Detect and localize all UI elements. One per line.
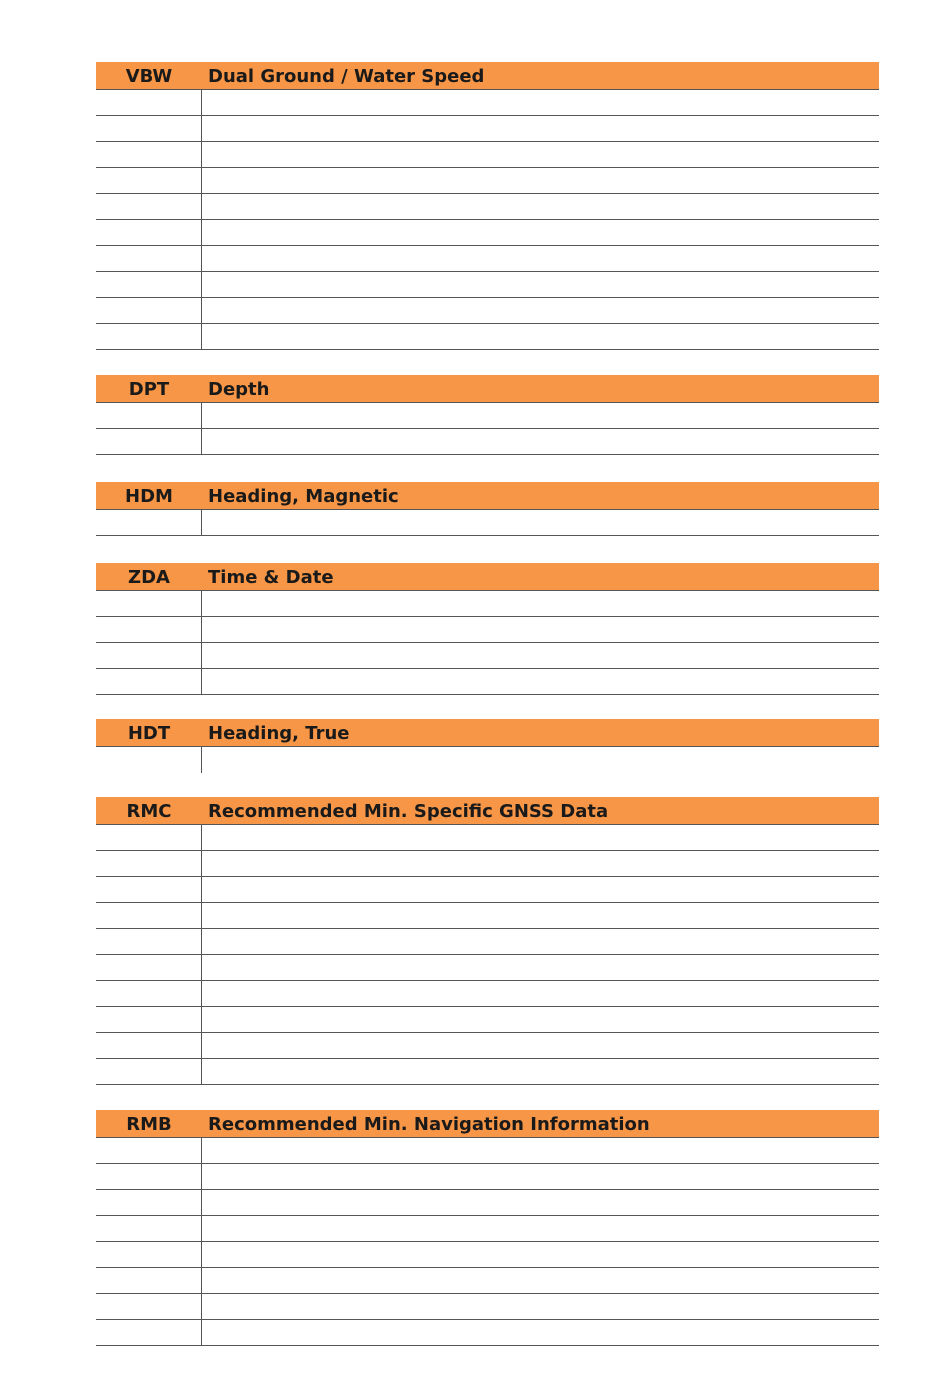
table-row [96, 643, 879, 669]
table-cell-field [96, 591, 202, 616]
table-rmc [96, 797, 879, 1085]
table-row [96, 116, 879, 142]
table-row [96, 90, 879, 116]
table-row [96, 403, 879, 429]
table-row [96, 298, 879, 324]
table-row [96, 168, 879, 194]
table-cell-field [96, 825, 202, 850]
table-row [96, 1294, 879, 1320]
table-cell-description [202, 955, 879, 980]
table-body [96, 1138, 879, 1346]
table-cell-description [202, 142, 879, 167]
table-row [96, 194, 879, 220]
table-row [96, 1033, 879, 1059]
table-cell-description [202, 1138, 879, 1163]
table-row [96, 877, 879, 903]
table-cell-field [96, 1007, 202, 1032]
table-body [96, 510, 879, 536]
table-cell-description [202, 877, 879, 902]
table-header [96, 797, 879, 825]
table-cell-field [96, 142, 202, 167]
table-cell-description [202, 194, 879, 219]
table-cell-description [202, 1216, 879, 1241]
table-body [96, 591, 879, 695]
table-header [96, 482, 879, 510]
table-cell-field [96, 1268, 202, 1293]
table-row [96, 1007, 879, 1033]
table-cell-description [202, 1164, 879, 1189]
table-cell-description [202, 643, 879, 668]
table-cell-field [96, 929, 202, 954]
table-cell-field [96, 877, 202, 902]
sentence-code: RMB [126, 1114, 172, 1135]
table-cell-field [96, 617, 202, 642]
sentence-code: ZDA [128, 567, 170, 588]
sentence-code: RMC [126, 801, 172, 822]
table-cell-description [202, 617, 879, 642]
table-row [96, 1138, 879, 1164]
table-cell-description [202, 510, 879, 535]
sentence-code: VBW [125, 66, 173, 87]
table-row [96, 1190, 879, 1216]
table-cell-description [202, 246, 879, 271]
table-cell-description [202, 591, 879, 616]
sentence-title: Heading, Magnetic [208, 486, 399, 507]
table-rmb [96, 1110, 879, 1346]
table-cell-description [202, 429, 879, 454]
table-cell-description [202, 1320, 879, 1345]
table-cell-field [96, 903, 202, 928]
table-cell-field [96, 669, 202, 694]
table-cell-field [96, 324, 202, 349]
table-cell-field [96, 246, 202, 271]
sentence-title: Dual Ground / Water Speed [208, 66, 485, 87]
sentence-code: HDM [125, 486, 173, 507]
table-row [96, 981, 879, 1007]
table-body [96, 403, 879, 455]
sentence-code: HDT [127, 723, 171, 744]
table-cell-description [202, 272, 879, 297]
table-row [96, 1268, 879, 1294]
table-row [96, 1216, 879, 1242]
table-cell-field [96, 1059, 202, 1084]
table-cell-field [96, 1190, 202, 1215]
table-cell-description [202, 825, 879, 850]
table-cell-description [202, 929, 879, 954]
table-hdm [96, 482, 879, 536]
table-cell-field [96, 403, 202, 428]
table-cell-field [96, 116, 202, 141]
table-cell-description [202, 1033, 879, 1058]
table-row [96, 429, 879, 455]
table-cell-field [96, 981, 202, 1006]
table-row [96, 617, 879, 643]
table-row [96, 324, 879, 350]
table-cell-field [96, 955, 202, 980]
table-header [96, 719, 879, 747]
table-cell-description [202, 324, 879, 349]
table-cell-field [96, 1164, 202, 1189]
table-cell-field [96, 429, 202, 454]
table-cell-field [96, 1216, 202, 1241]
table-cell-description [202, 168, 879, 193]
table-header [96, 375, 879, 403]
table-row [96, 510, 879, 536]
table-cell-field [96, 298, 202, 323]
table-cell-description [202, 981, 879, 1006]
table-cell-description [202, 669, 879, 694]
table-row [96, 272, 879, 298]
table-dpt [96, 375, 879, 455]
sentence-title: Recommended Min. Specific GNSS Data [208, 801, 609, 822]
table-zda [96, 563, 879, 695]
table-row [96, 220, 879, 246]
table-header [96, 563, 879, 591]
table-cell-field [96, 1294, 202, 1319]
table-row [96, 669, 879, 695]
table-row [96, 1059, 879, 1085]
table-cell-description [202, 1268, 879, 1293]
table-body [96, 747, 879, 773]
table-row [96, 1320, 879, 1346]
table-cell-field [96, 90, 202, 115]
table-cell-description [202, 1190, 879, 1215]
table-cell-description [202, 851, 879, 876]
table-cell-field [96, 1138, 202, 1163]
table-row [96, 142, 879, 168]
table-cell-description [202, 1294, 879, 1319]
table-row [96, 851, 879, 877]
table-cell-description [202, 747, 879, 773]
table-vbw [96, 62, 879, 350]
sentence-code: DPT [128, 379, 170, 400]
table-row [96, 747, 879, 773]
table-row [96, 246, 879, 272]
table-header [96, 1110, 879, 1138]
table-row [96, 591, 879, 617]
sentence-title: Recommended Min. Navigation Information [208, 1114, 650, 1135]
table-cell-description [202, 298, 879, 323]
table-cell-field [96, 194, 202, 219]
table-row [96, 1242, 879, 1268]
table-row [96, 929, 879, 955]
table-hdt [96, 719, 879, 773]
sentence-title: Heading, True [208, 723, 350, 744]
table-row [96, 903, 879, 929]
table-cell-field [96, 643, 202, 668]
table-body [96, 90, 879, 350]
table-cell-description [202, 1242, 879, 1267]
table-cell-field [96, 747, 202, 773]
table-cell-description [202, 90, 879, 115]
table-body [96, 825, 879, 1085]
table-cell-description [202, 403, 879, 428]
table-cell-field [96, 510, 202, 535]
table-cell-field [96, 168, 202, 193]
table-cell-description [202, 116, 879, 141]
table-cell-description [202, 1007, 879, 1032]
sentence-title: Depth [208, 379, 270, 400]
table-cell-field [96, 1033, 202, 1058]
sentence-title: Time & Date [208, 567, 334, 588]
table-cell-description [202, 1059, 879, 1084]
table-row [96, 825, 879, 851]
table-row [96, 955, 879, 981]
table-cell-description [202, 220, 879, 245]
table-cell-field [96, 220, 202, 245]
table-header [96, 62, 879, 90]
table-cell-description [202, 903, 879, 928]
table-cell-field [96, 272, 202, 297]
table-cell-field [96, 851, 202, 876]
table-cell-field [96, 1242, 202, 1267]
table-cell-field [96, 1320, 202, 1345]
table-row [96, 1164, 879, 1190]
